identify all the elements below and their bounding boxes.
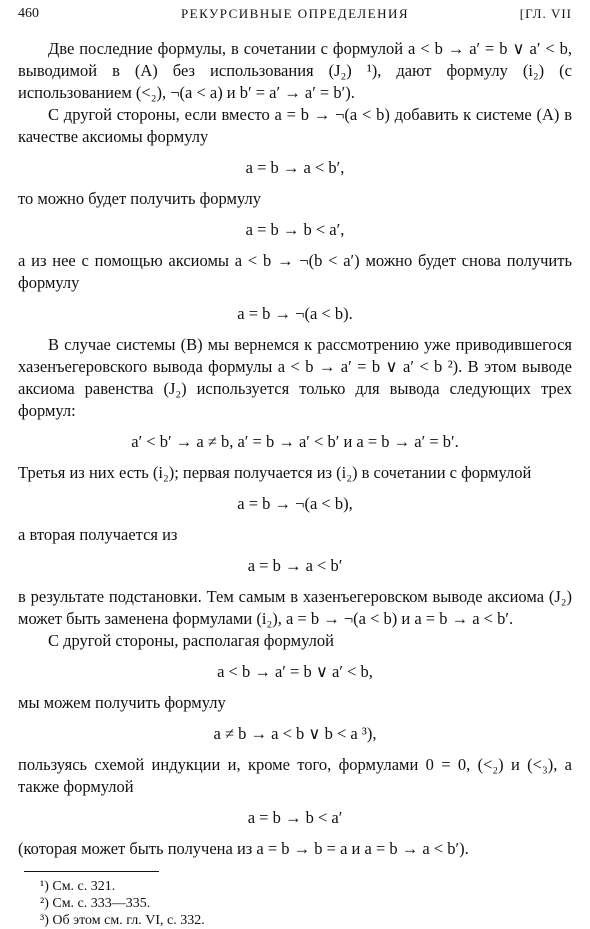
paragraph: а вторая получается из bbox=[18, 525, 178, 544]
footnote-separator bbox=[24, 871, 159, 872]
paragraph: а из нее с помощью аксиомы a < b → ¬(b < a′) можно будет снова получить формулу bbox=[18, 251, 572, 292]
display-formula: a = b → a < b′ bbox=[247, 556, 343, 575]
paragraph: В случае системы (B) мы вернемся к рассмотрению уже приводившегося хазенъегеровского вывода формулы a < b → a′ = b ∨ a′ < b ²). В этом выводе аксиома равенства (J₂) используется только для вывода следующих трех формул: bbox=[18, 335, 572, 420]
paragraph: пользуясь схемой индукции и, кроме того, формулами 0 = 0, (<₂) и (<₃), а также формулой bbox=[18, 755, 572, 796]
paragraph: С другой стороны, если вместо a = b → ¬(a < b) добавить к системе (A) в качестве аксиомы формулу bbox=[18, 105, 572, 146]
display-formula: a′ < b′ → a ≠ b, a′ = b → a′ < b′ и a = b → a′ = b′. bbox=[131, 432, 459, 451]
paragraph: то можно будет получить формулу bbox=[18, 189, 262, 208]
paragraph: в результате подстановки. Тем самым в хазенъегеровском выводе аксиома (J₂) может быть заменена формулами (i₂), a = b → ¬(a < b) и a = b → a < b′. bbox=[18, 587, 572, 628]
running-title: РЕКУРСИВНЫЕ ОПРЕДЕЛЕНИЯ bbox=[180, 6, 410, 21]
display-formula: a = b → b < a′ bbox=[247, 808, 343, 827]
paragraph: Две последние формулы, в сочетании с формулой a < b → a′ = b ∨ a′ < b, выводимой в (A) без использования (J₂) ¹), дают формулу (i₂) (с использованием (<₂), ¬(a < a) и b′ = a′ → a′ = b′). bbox=[18, 39, 572, 102]
paragraph: мы можем получить формулу bbox=[18, 693, 226, 712]
chapter-reference: [ГЛ. VII bbox=[519, 6, 572, 21]
display-formula: a = b → b < a′, bbox=[245, 220, 345, 239]
display-formula: a < b → a′ = b ∨ a′ < b, bbox=[217, 662, 373, 681]
display-formula: a ≠ b → a < b ∨ b < a ³), bbox=[213, 724, 377, 743]
display-formula: a = b → a < b′, bbox=[245, 158, 345, 177]
footnote: ³) Об этом см. гл. VI, с. 332. bbox=[40, 913, 205, 928]
paragraph: Третья из них есть (i₂); первая получается из (i₂) в сочетании с формулой bbox=[18, 463, 532, 482]
display-formula: a = b → ¬(a < b), bbox=[237, 494, 353, 513]
page-body bbox=[18, 38, 572, 929]
footnote: ¹) См. с. 321. bbox=[40, 879, 116, 894]
paragraph: С другой стороны, располагая формулой bbox=[48, 631, 334, 650]
footnotes bbox=[18, 878, 572, 929]
paragraph: (которая может быть получена из a = b → b = a и a = b → a < b′). bbox=[18, 839, 469, 858]
footnote: ²) См. с. 333—335. bbox=[40, 896, 151, 911]
display-formula: a = b → ¬(a < b). bbox=[237, 304, 353, 323]
running-header bbox=[18, 6, 572, 26]
page-number: 460 bbox=[18, 6, 39, 21]
